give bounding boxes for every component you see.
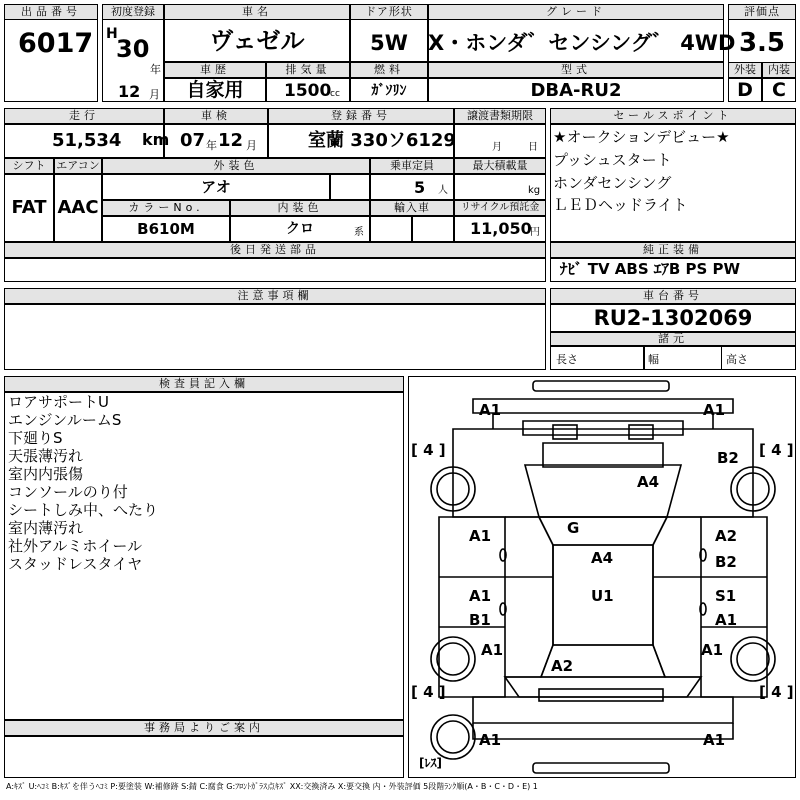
tread-front-right: [ 4 ]: [759, 441, 794, 459]
history: 自家用: [186, 79, 244, 101]
ac-label: エアコン: [54, 158, 102, 174]
model-label: 型式: [428, 62, 724, 78]
inspector-note: 室内内張傷: [8, 465, 84, 483]
reg-year-unit: 年: [150, 63, 161, 76]
height-label: 高さ: [726, 353, 748, 366]
displacement: 1500: [284, 81, 332, 101]
recycle-label: リサイクル預託金: [454, 200, 546, 216]
legend: A:ｷｽﾞ U:ﾍｺﾐ B:ｷｽﾞを伴うﾍｺﾐ P:要塗装 W:補修跡 S:錆 C:腐食 G:ﾌﾛﾝﾄｶﾞﾗｽ点ｷｽﾞ XX:交換済み X:要交換 内・外装評価 5段階ﾗﾝｸ順(A・B・C・D・E) 1: [6, 782, 538, 791]
equipment-items: ﾅﾋﾞ TV ABS ｴｱB PS PW: [560, 260, 741, 278]
inspection-month: 12: [218, 130, 244, 151]
inspector-note: シートしみ中、へたり: [8, 501, 159, 519]
tread-rear-right: [ 4 ]: [759, 683, 794, 701]
inspector-notes: [8, 393, 158, 573]
chassis-number: RU2-1302069: [593, 306, 753, 330]
reg-month-unit: 月: [149, 88, 160, 101]
mark-rear-door-right-2: A1: [715, 611, 738, 629]
mark-quarter-right: A1: [701, 641, 724, 659]
inspection-year: 07: [180, 130, 206, 151]
mark-rear-bumper-right: A1: [703, 731, 726, 749]
transfer-day-unit: 日: [528, 142, 538, 153]
sales-point: ＬＥＤヘッドライト: [553, 196, 688, 214]
recycle-unit: 円: [530, 227, 540, 238]
capacity-label: 乗車定員: [370, 158, 454, 174]
interior-label: 内装: [762, 62, 796, 78]
import-box-2: [412, 216, 454, 242]
inspector-note: ロアサポートU: [8, 393, 109, 411]
inspector-note: 社外アルミホイール: [8, 537, 143, 555]
car-diagram-svg: [409, 377, 797, 779]
notes-label: 注意事項欄: [4, 288, 546, 304]
mark-roof: A4: [591, 549, 614, 567]
load-label: 最大積載量: [454, 158, 546, 174]
car-name: ヴェゼル: [209, 27, 305, 55]
mark-windshield: G: [567, 519, 580, 537]
recycle: 11,050: [470, 219, 532, 238]
inspector-note: スタッドレスタイヤ: [8, 555, 143, 573]
mark-front-door-right-2: B2: [715, 553, 737, 571]
later-parts-box: [4, 258, 546, 282]
ext-color-label: 外装色: [102, 158, 370, 174]
int-color-unit: 系: [354, 227, 364, 238]
mileage-unit: km: [142, 130, 170, 149]
sales-point: ★オークションデビュー★: [553, 128, 730, 146]
import-box-1: [370, 216, 412, 242]
reg-year: 30: [116, 35, 150, 63]
mark-quarter-left: A1: [481, 641, 504, 659]
load-unit: kg: [528, 185, 541, 196]
mark-fender-front-right: B2: [717, 449, 739, 467]
chassis-label: 車台番号: [550, 288, 796, 304]
spec-label: 諸元: [550, 332, 796, 346]
capacity-unit: 人: [438, 185, 448, 196]
interior-grade: C: [772, 79, 786, 101]
int-color: クロ: [286, 221, 314, 237]
inspector-note: 天張薄汚れ: [8, 447, 84, 465]
mark-front-bumper-right: A1: [703, 401, 726, 419]
ext-color: アオ: [201, 178, 231, 196]
reg-month: 12: [118, 82, 141, 101]
equipment-label: 純正装備: [550, 242, 796, 258]
grade-label: グレード: [428, 4, 724, 20]
capacity: 5: [414, 178, 426, 197]
import-label: 輸入車: [370, 200, 454, 216]
inspector-note: 下廻りS: [8, 429, 63, 447]
door-type: 5W: [370, 31, 408, 55]
mark-rear-door-left-2: B1: [469, 611, 491, 629]
history-label: 車歴: [164, 62, 266, 78]
int-color-label: 内装色: [230, 200, 370, 216]
door-label: ドア形状: [350, 4, 428, 20]
notes-box: [4, 304, 546, 370]
spare-tire: [ﾚｽ]: [419, 756, 442, 770]
inspector-note: コンソールのり付: [8, 483, 128, 501]
inspection-month-unit: 月: [246, 139, 257, 152]
name-label: 車名: [164, 4, 350, 20]
color-no-label: カラーNo.: [102, 200, 230, 216]
inspector-label: 検査員記入欄: [4, 376, 404, 392]
plate-number: 室蘭 330ソ6129: [308, 130, 456, 151]
inspector-note: エンジンルームS: [8, 411, 122, 429]
lot-label: 出品番号: [4, 4, 98, 20]
shift-label: シフト: [4, 158, 54, 174]
ext-color-extra-box: [330, 174, 370, 200]
color-no: B610M: [137, 220, 195, 238]
tread-front-left: [ 4 ]: [411, 441, 446, 459]
mark-rear-bumper-left: A1: [479, 731, 502, 749]
exterior-grade: D: [737, 79, 753, 101]
mark-rear-door-left: A1: [469, 587, 492, 605]
inspector-note: 室内薄汚れ: [8, 519, 84, 537]
mileage: 51,534: [52, 130, 122, 151]
grade: X・ホンダ゛センシング゛ 4WD: [428, 31, 736, 55]
sales-point: ホンダセンシング: [553, 174, 672, 192]
transfer-label: 譲渡書類期限: [454, 108, 546, 124]
exterior-label: 外装: [728, 62, 762, 78]
lot-number: 6017: [18, 28, 94, 59]
shift: FAT: [11, 197, 47, 218]
mark-rear-door-right: S1: [715, 587, 737, 605]
ac: AAC: [57, 197, 99, 218]
length-label: 長さ: [556, 353, 578, 366]
mark-front-door-right: A2: [715, 527, 738, 545]
tread-rear-left: [ 4 ]: [411, 683, 446, 701]
transfer-month-unit: 月: [492, 142, 502, 153]
model: DBA-RU2: [530, 80, 622, 101]
displacement-unit: cc: [330, 89, 340, 99]
fuel-label: 燃料: [350, 62, 428, 78]
office-label: 事務局よりご案内: [4, 720, 404, 736]
mark-roof-dent: U1: [591, 587, 614, 605]
first-reg-label: 初度登録: [102, 4, 164, 20]
mileage-label: 走行: [4, 108, 164, 124]
car-diagram: [408, 376, 796, 778]
score: 3.5: [738, 28, 786, 58]
office-box: [4, 736, 404, 778]
displacement-label: 排気量: [266, 62, 350, 78]
inspection-year-unit: 年: [206, 139, 217, 152]
later-parts-label: 後日発送部品: [4, 242, 546, 258]
score-label: 評価点: [728, 4, 796, 20]
sales-point: プッシュスタート: [553, 151, 672, 169]
mark-front-bumper-left: A1: [479, 401, 502, 419]
width-label: 幅: [648, 353, 659, 366]
inspection-label: 車検: [164, 108, 268, 124]
mark-rear-gate: A2: [551, 657, 574, 675]
sales-label: セールスポイント: [550, 108, 796, 124]
plate-label: 登録番号: [268, 108, 454, 124]
mark-hood: A4: [637, 473, 660, 491]
mark-front-door-left: A1: [469, 527, 492, 545]
fuel: ｶﾞｿﾘﾝ: [371, 83, 407, 99]
era: H: [106, 26, 118, 42]
